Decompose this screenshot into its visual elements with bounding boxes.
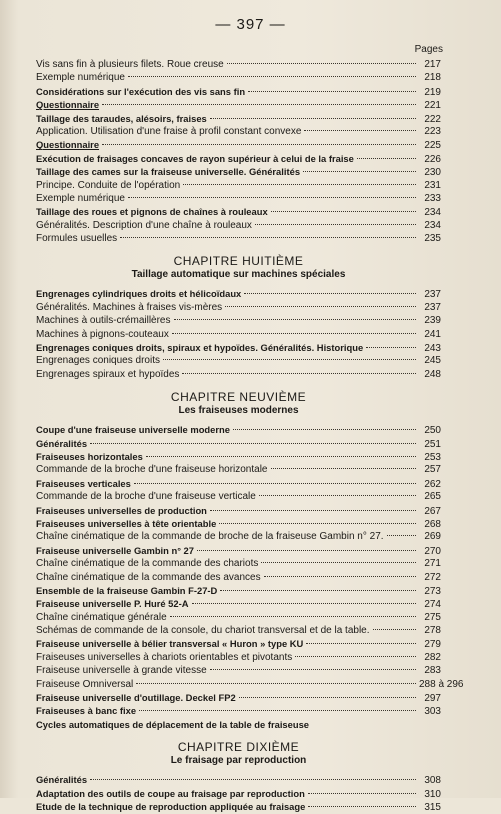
toc-entry-page: 219 [424,86,441,98]
toc-entry-title: Chaîne cinématique de la commande des avances [36,571,261,583]
toc-entry [36,557,441,570]
toc-entry-title: Application. Utilisation d'une fraise à profil constant convexe [36,125,302,137]
dot-leader [90,779,416,780]
dot-leader [136,683,416,684]
dot-leader [255,224,416,225]
toc-entry [36,530,441,543]
toc-entry-title: Coupe d'une fraiseuse universelle moderne [36,424,230,436]
toc-entry-page: 310 [424,788,441,800]
dot-leader [304,130,416,131]
toc-entry [36,504,441,517]
toc-entry-page: 218 [424,72,441,84]
toc-entry-page: 270 [424,545,441,557]
toc-entry [36,571,441,584]
toc-entry-title: Engrenages spiraux et hypoïdes [36,368,180,380]
toc-entry-page: 237 [424,289,441,301]
toc-group-chapter-8 [36,287,441,381]
toc-entry-title: Engrenages coniques droits [36,355,160,367]
dot-leader [183,184,416,185]
toc-entry-title: Cycles automatiques de déplacement de la table de fraiseuse [36,718,310,730]
dot-leader [102,104,416,105]
toc-entry [36,341,441,354]
toc-entry-title: Taillage des taraudes, alésoirs, fraises [36,112,207,124]
toc-entry-title: Engrenages coniques droits, spiraux et hypoïdes. Généralités. Historique [36,342,364,354]
toc-entry-title: Généralités. Machines à fraises vis-mères [36,301,223,313]
toc-entry [36,517,441,530]
dot-leader [120,237,416,238]
toc-entry [36,651,441,664]
toc-entry-page: 226 [424,153,441,165]
dot-leader [163,359,416,360]
dot-leader [259,495,416,496]
dot-leader [239,697,416,698]
chapter-9-title: CHAPITRE NEUVIÈME [170,390,307,405]
toc-entry [36,98,441,111]
toc-entry-title: Questionnaire [36,139,100,151]
toc-entry-title: Chaîne cinématique générale [36,611,167,623]
toc-entry [36,179,441,192]
chapter-9-subtitle: Les fraiseuses modernes [178,405,299,417]
toc-entry [36,152,441,165]
dot-leader [174,319,417,320]
dot-leader [261,562,416,563]
toc-entry [36,463,441,476]
toc-entry-title: Fraiseuse universelle d'outillage. Deckel FP2 [36,692,236,704]
toc-entry [36,423,441,436]
toc-entry [36,205,441,218]
toc-entry [36,219,441,232]
toc-entry [36,192,441,205]
toc-entry-title: Engrenages cylindriques droits et hélicoïdaux [36,288,242,300]
toc-entry [36,368,441,381]
dot-leader [295,656,416,657]
dot-leader [225,306,416,307]
toc-entry [36,544,441,557]
toc-entry-page: 234 [424,219,441,231]
toc-entry-title: Exécution de fraisages concaves de rayon supérieur à celui de la fraise [36,152,354,164]
toc-entry-title: Schémas de commande de la console, du chariot transversal et de la table. [36,625,370,637]
toc-entry-page: 274 [424,599,441,611]
toc-entry-page: 222 [424,113,441,125]
dot-leader [197,550,416,551]
toc-entry-page: 250 [424,425,441,437]
toc-entry [36,85,441,98]
toc-entry [36,611,441,624]
toc-entry-title: Fraiseuses verticales [36,477,131,489]
toc-entry [36,691,441,704]
toc-entry-page: 223 [424,125,441,137]
toc-entry [36,328,441,341]
toc-entry [36,58,441,71]
dot-leader [128,76,416,77]
toc-entry-page: 233 [424,192,441,204]
dot-leader [90,443,416,444]
toc-entry [36,112,441,125]
toc-entry-page: 303 [424,706,441,718]
toc-entry [36,637,441,650]
toc-entry-title: Fraiseuses universelles à tête orientable [36,517,217,529]
toc-entry-page: 262 [424,478,441,490]
dot-leader [192,603,416,604]
toc-entry-title: Adaptation des outils de coupe au fraisage par reproduction [36,787,305,799]
dot-leader [271,211,416,212]
toc-entry-page: 251 [424,438,441,450]
pages-column-label: Pages [414,44,443,55]
toc-entry [36,597,441,610]
dot-leader [139,710,416,711]
dot-leader [134,483,416,484]
toc-entry [36,125,441,138]
toc-entry-title: Fraiseuse universelle à grande vitesse [36,665,207,677]
toc-entry [36,800,441,813]
dot-leader [303,171,416,172]
toc-entry-title: Etude de la technique de reproduction appliquée au fraisage [36,800,306,812]
dot-leader [248,91,416,92]
toc-entry [36,354,441,367]
toc-entry-title: Fraiseuse universelle à bélier transversal « Huron » type KU [36,638,304,650]
table-of-contents [36,58,464,813]
dot-leader [271,468,417,469]
toc-entry-page: 225 [424,140,441,152]
dot-leader [357,158,416,159]
toc-entry-page: 269 [424,531,441,543]
toc-entry [36,718,441,731]
toc-entry-page: 283 [424,665,441,677]
toc-entry-title: Vis sans fin à plusieurs filets. Roue creuse [36,59,224,70]
toc-entry-page: 273 [424,585,441,597]
toc-entry [36,450,441,463]
toc-entry-title: Taillage des cames sur la fraiseuse universelle. Généralités [36,166,301,178]
toc-entry [36,437,441,450]
toc-entry-page: 230 [424,167,441,179]
dot-leader [182,373,416,374]
toc-entry-page: 278 [424,625,441,637]
chapter-8-title: CHAPITRE HUITIÈME [173,254,304,269]
toc-entry-page: 308 [424,775,441,787]
dot-leader [210,510,416,511]
dot-leader [210,669,416,670]
dot-leader [220,590,416,591]
toc-entry-title: Commande de la broche d'une fraiseuse horizontale [36,464,268,476]
toc-entry-title: Formules usuelles [36,233,118,245]
dot-leader [102,144,416,145]
toc-entry [36,704,441,717]
toc-entry-page: 243 [424,343,441,355]
toc-entry-page: 245 [424,355,441,367]
dot-leader [210,118,416,119]
toc-entry-title: Exemple numérique [36,72,125,84]
toc-entry [36,664,441,677]
toc-entry-title: Chaîne cinématique de la commande de broche de la fraiseuse Gambin n° 27. [36,531,384,543]
toc-entry-title: Commande de la broche d'une fraiseuse verticale [36,491,256,503]
toc-entry-title: Chaîne cinématique de la commande des chariots [36,558,259,570]
toc-entry [36,624,441,637]
toc-entry-page: 279 [424,639,441,651]
toc-entry-page: 253 [424,451,441,463]
toc-entry-page: 239 [424,315,441,327]
toc-entry [36,232,441,245]
toc-entry-title: Machines à outils-crémaillères [36,315,171,327]
toc-entry [36,773,441,786]
toc-entry [36,678,464,691]
toc-entry-title: Questionnaire [36,99,100,111]
toc-group-chapter-10 [36,773,441,813]
toc-entry-title: Fraiseuses à banc fixe [36,705,137,717]
toc-entry-page: 275 [424,611,441,623]
toc-entry-page: 248 [424,368,441,380]
dot-leader [244,293,416,294]
toc-entry-title: Fraiseuse universelle P. Huré 52-A [36,598,189,610]
dot-leader [146,456,416,457]
toc-entry-page: 268 [424,518,441,530]
dot-leader [373,629,416,630]
dot-leader [128,197,416,198]
toc-entry-page: 288 à 296 [419,678,464,690]
toc-entry-page: 237 [424,301,441,313]
toc-entry [36,584,441,597]
toc-entry [36,490,441,503]
toc-entry-title: Machines à pignons-couteaux [36,328,169,340]
toc-entry [36,138,441,151]
toc-entry [36,71,441,84]
toc-entry [36,301,441,314]
toc-entry-title: Fraiseuse Omniversal [36,678,134,690]
toc-entry-title: Fraiseuses universelles de production [36,504,207,516]
chapter-10-subtitle: Le fraisage par reproduction [170,755,307,767]
toc-entry-title: Exemple numérique [36,192,125,204]
toc-entry-title: Taillage des roues et pignons de chaînes à rouleaux [36,206,268,218]
toc-entry-title: Généralités [36,774,88,786]
dot-leader [170,616,416,617]
toc-entry-title: Fraiseuse universelle Gambin n° 27 [36,544,194,556]
dot-leader [308,806,416,807]
toc-entry-title: Considérations sur l'exécution des vis sans fin [36,85,246,97]
toc-entry-title: Généralités [36,437,88,449]
dot-leader [308,793,416,794]
toc-entry-page: 241 [424,328,441,340]
toc-entry-page: 297 [424,693,441,705]
chapter-8-subtitle: Taillage automatique sur machines spéciales [131,269,346,281]
page-number: — 397 — [215,16,286,33]
dot-leader [306,643,416,644]
toc-entry [36,314,441,327]
dot-leader [219,523,416,524]
toc-group-chapter-9 [36,423,464,731]
toc-entry-title: Ensemble de la fraiseuse Gambin F-27-D [36,584,218,596]
dot-leader [387,535,416,536]
toc-entry [36,165,441,178]
toc-entry-page: 217 [424,59,441,70]
chapter-10-title: CHAPITRE DIXIÈME [177,740,300,755]
dot-leader [233,429,416,430]
toc-entry-page: 265 [424,491,441,503]
dot-leader [172,333,416,334]
toc-entry [36,477,441,490]
toc-entry-page: 267 [424,505,441,517]
toc-entry [36,287,441,300]
toc-entry-page: 234 [424,207,441,219]
toc-entry-title: Principe. Conduite de l'opération [36,179,181,191]
toc-entry-page: 257 [424,464,441,476]
toc-entry-page: 221 [424,100,441,112]
toc-entry-page: 315 [424,801,441,813]
toc-group-chapter-7-end [36,58,441,245]
toc-entry-title: Fraiseuses horizontales [36,450,143,462]
dot-leader [366,347,416,348]
toc-entry-page: 271 [424,558,441,570]
toc-entry-title: Généralités. Description d'une chaîne à rouleaux [36,219,252,231]
dot-leader [264,576,416,577]
toc-entry-page: 231 [424,179,441,191]
dot-leader [227,63,416,64]
toc-entry-page: 272 [424,571,441,583]
toc-entry-page: 282 [424,651,441,663]
toc-entry-title: Fraiseuses universelles à chariots orientables et pivotants [36,651,293,663]
toc-entry-page: 235 [424,233,441,245]
